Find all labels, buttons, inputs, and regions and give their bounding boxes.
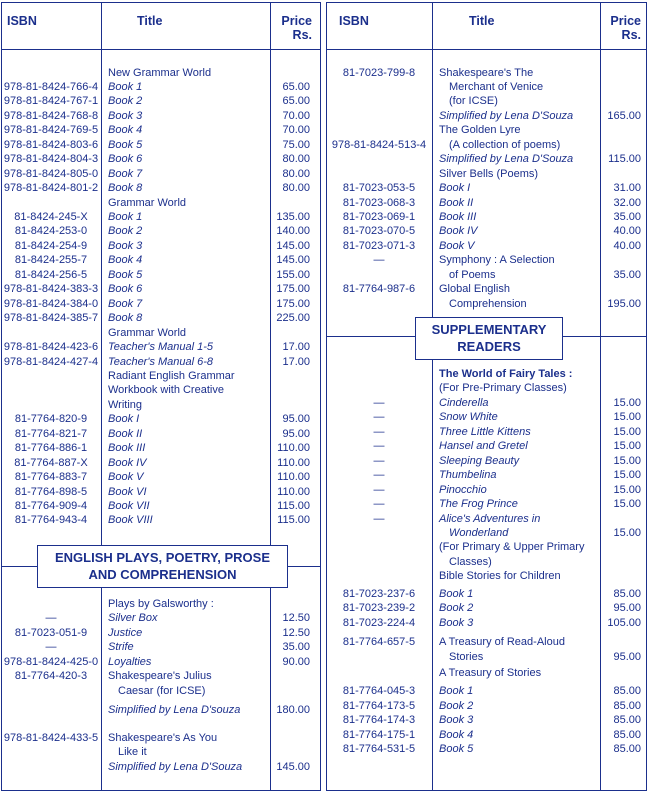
isbn-cell: 81-7764-531-5 (342, 743, 416, 756)
title-cell: Cinderella (439, 396, 489, 409)
title-cell: (For Pre-Primary Classes) (439, 382, 567, 395)
title-cell: Book 6 (108, 153, 143, 166)
price-cell: 115.00 (277, 514, 310, 527)
price-cell: 40.00 (613, 225, 641, 238)
isbn-cell: 81-7764-820-9 (14, 413, 88, 426)
title-cell: Book 6 (108, 283, 143, 296)
isbn-cell: 81-7023-068-3 (342, 196, 416, 209)
title-cell: Book I (108, 413, 140, 426)
price-cell: 225.00 (276, 312, 310, 325)
isbn-cell: 81-7764-657-5 (342, 636, 416, 649)
title-cell: New Grammar World (108, 66, 212, 79)
section-title-line1: ENGLISH PLAYS, POETRY, PROSE (54, 550, 271, 565)
price-cell: 145.00 (276, 239, 310, 252)
title-cell: Book 5 (439, 743, 474, 756)
price-cell: 85.00 (613, 714, 641, 727)
isbn-cell: 81-8424-255-7 (14, 254, 88, 267)
title-cell: Simplified by Lena D'Souza (439, 109, 574, 122)
price-cell: 110.00 (277, 471, 310, 484)
isbn-cell: — (373, 483, 385, 496)
left-header-isbn: ISBN (7, 14, 37, 28)
price-cell: 75.00 (282, 138, 310, 151)
title-cell: Shakespeare's Julius (108, 670, 212, 683)
right-header-isbn: ISBN (339, 14, 369, 28)
isbn-cell: 81-8424-245-X (14, 211, 88, 223)
price-cell: 17.00 (282, 355, 310, 368)
isbn-cell: — (373, 425, 385, 438)
isbn-cell: 81-7023-224-4 (342, 616, 416, 629)
isbn-cell: 978-81-8424-804-3 (3, 153, 99, 166)
title-cell: The Frog Prince (439, 498, 518, 511)
price-cell: 12.50 (282, 612, 310, 625)
title-cell: Strife (108, 641, 134, 654)
isbn-cell: — (373, 454, 385, 467)
title-cell: Book 2 (108, 225, 143, 238)
isbn-cell: 81-7764-909-4 (14, 500, 88, 512)
price-cell: 70.00 (282, 124, 310, 137)
title-cell: Book 2 (439, 699, 474, 712)
price-cell: 15.00 (613, 396, 641, 409)
price-cell: 110.00 (277, 485, 310, 498)
title-cell: Like it (118, 746, 147, 759)
isbn-cell: 81-7764-987-6 (342, 283, 416, 296)
isbn-cell: 978-81-8424-801-2 (3, 182, 99, 195)
right-header-rs: Rs. (621, 28, 641, 42)
price-cell: 85.00 (613, 587, 641, 600)
right-header-price: Price (610, 14, 641, 28)
title-cell: Snow White (439, 411, 498, 424)
isbn-cell: 978-81-8424-427-4 (3, 355, 99, 368)
title-cell: The Golden Lyre (439, 124, 521, 137)
title-cell: Shakespeare's As You (108, 731, 218, 744)
title-cell: Book VII (108, 500, 150, 512)
left-header-rs: Rs. (292, 28, 312, 42)
isbn-cell: 81-8424-256-5 (14, 268, 88, 281)
title-cell: Book IV (439, 225, 478, 238)
title-cell: Silver Box (108, 612, 158, 625)
price-cell: 80.00 (282, 153, 310, 166)
title-cell: Book V (108, 471, 144, 484)
section-title-line1: SUPPLEMENTARY (431, 322, 547, 337)
left-header-rule (2, 49, 320, 50)
title-cell: Book 2 (108, 95, 143, 108)
price-cell: 35.00 (613, 268, 641, 281)
price-cell: 15.00 (613, 469, 641, 482)
title-cell: Book 1 (439, 685, 474, 698)
right-header-rule (327, 49, 646, 50)
isbn-cell: 81-8424-253-0 (14, 225, 88, 238)
price-cell: 15.00 (613, 483, 641, 496)
price-cell: 32.00 (613, 196, 641, 209)
left-header-title: Title (137, 14, 163, 28)
title-cell: Stories (449, 650, 484, 663)
title-cell: Comprehension (449, 297, 527, 310)
price-cell: 12.50 (282, 626, 310, 639)
title-cell: Book 1 (108, 80, 143, 93)
title-cell: Grammar World (108, 196, 187, 209)
title-cell: Book 7 (108, 297, 143, 310)
isbn-cell: 81-7023-799-8 (342, 66, 416, 79)
price-cell: 90.00 (282, 655, 310, 668)
price-cell: 165.00 (607, 109, 641, 122)
title-cell: (for ICSE) (449, 95, 498, 108)
price-cell: 95.00 (613, 650, 641, 663)
isbn-cell: 81-7764-175-1 (342, 728, 416, 741)
isbn-cell: 81-7023-070-5 (342, 225, 416, 238)
price-cell: 35.00 (282, 641, 310, 654)
title-cell: Book 3 (108, 109, 143, 122)
title-cell: Book 4 (439, 728, 474, 741)
isbn-cell: 81-7764-883-7 (14, 471, 88, 484)
isbn-cell: — (373, 469, 385, 482)
isbn-cell: 81-7764-174-3 (342, 714, 416, 727)
isbn-cell: 81-7764-943-4 (14, 514, 88, 527)
price-cell: 135.00 (276, 211, 310, 223)
title-cell: Book III (108, 442, 146, 455)
title-cell: Teacher's Manual 6-8 (108, 355, 214, 368)
title-cell: Simplified by Lena D'Souza (108, 760, 243, 773)
title-cell: Writing (108, 398, 143, 411)
title-cell: Book I (439, 182, 471, 195)
title-cell: Book 5 (108, 138, 143, 151)
isbn-cell: — (373, 498, 385, 511)
isbn-cell: 81-8424-254-9 (14, 239, 88, 252)
title-cell: (For Primary & Upper Primary (439, 541, 585, 554)
title-cell: Thumbelina (439, 469, 497, 482)
price-cell: 85.00 (613, 685, 641, 698)
price-cell: 85.00 (613, 728, 641, 741)
isbn-cell: 81-7764-887-X (14, 456, 88, 469)
price-cell: 31.00 (613, 182, 641, 195)
title-cell: Book VIII (108, 514, 153, 527)
price-cell: 180.00 (276, 704, 310, 717)
price-cell: 35.00 (613, 211, 641, 223)
isbn-cell: 978-81-8424-513-4 (331, 138, 427, 151)
title-cell: Book II (108, 427, 143, 440)
isbn-cell: 81-7023-237-6 (342, 587, 416, 600)
isbn-cell: 81-7023-069-1 (342, 211, 416, 223)
title-cell: Book 5 (108, 268, 143, 281)
title-cell: Book VI (108, 485, 147, 498)
isbn-cell: — (373, 254, 385, 267)
price-cell: 80.00 (282, 167, 310, 180)
price-cell: 175.00 (276, 297, 310, 310)
title-cell: Book 8 (108, 312, 143, 325)
title-cell: (A collection of poems) (449, 138, 561, 151)
isbn-cell: — (45, 612, 57, 625)
title-cell: Simplified by Lena D'Souza (439, 153, 574, 166)
isbn-cell: 978-81-8424-433-5 (3, 731, 99, 744)
price-cell: 105.00 (607, 616, 641, 629)
title-cell: Wonderland (449, 526, 509, 539)
price-cell: 195.00 (607, 297, 641, 310)
title-cell: Book IV (108, 456, 147, 469)
left-header-price: Price (281, 14, 312, 28)
price-cell: 155.00 (276, 268, 310, 281)
left-divider-isbn-title (101, 3, 102, 790)
isbn-cell: 978-81-8424-805-0 (3, 167, 99, 180)
isbn-cell: 81-7764-886-1 (14, 442, 88, 455)
title-cell: Book V (439, 239, 475, 252)
isbn-cell: 978-81-8424-768-8 (3, 109, 99, 122)
title-cell: A Treasury of Read-Aloud (439, 636, 565, 649)
section-title-line2: READERS (457, 339, 521, 354)
title-cell: Pinocchio (439, 483, 487, 496)
price-cell: 85.00 (613, 699, 641, 712)
price-cell: 145.00 (276, 760, 310, 773)
price-cell: 15.00 (613, 411, 641, 424)
title-cell: Teacher's Manual 1-5 (108, 341, 214, 354)
price-cell: 15.00 (613, 425, 641, 438)
isbn-cell: 81-7764-898-5 (14, 485, 88, 498)
price-cell: 95.00 (613, 602, 641, 615)
price-cell: 110.00 (277, 442, 310, 455)
title-cell: Book 3 (108, 239, 143, 252)
title-cell: of Poems (449, 268, 496, 281)
price-cell: 65.00 (282, 80, 310, 93)
isbn-cell: 978-81-8424-767-1 (3, 95, 99, 108)
price-cell: 140.00 (276, 225, 310, 238)
title-cell: Caesar (for ICSE) (118, 684, 206, 697)
price-cell: 15.00 (613, 454, 641, 467)
price-cell: 110.00 (277, 456, 310, 469)
isbn-cell: — (373, 396, 385, 409)
isbn-cell: 81-7023-051-9 (14, 626, 88, 639)
isbn-cell: 978-81-8424-384-0 (3, 297, 99, 310)
isbn-cell: 81-7023-239-2 (342, 602, 416, 615)
price-cell: 175.00 (276, 283, 310, 296)
title-cell: A Treasury of Stories (439, 667, 542, 679)
price-cell: 40.00 (613, 239, 641, 252)
isbn-cell: — (373, 411, 385, 424)
title-cell: Book 2 (439, 602, 474, 615)
section-box-supplementary-readers (415, 317, 563, 360)
isbn-cell: — (373, 512, 385, 525)
title-cell: Classes) (449, 555, 492, 568)
title-cell: Merchant of Venice (449, 80, 544, 93)
title-cell: Grammar World (108, 326, 187, 339)
title-cell: Book 1 (439, 587, 474, 600)
title-cell: Symphony : A Selection (439, 254, 555, 267)
price-cell: 115.00 (608, 153, 641, 166)
price-cell: 15.00 (613, 526, 641, 539)
price-cell: 95.00 (282, 413, 310, 426)
title-cell: Three Little Kittens (439, 425, 531, 438)
right-header-title: Title (469, 14, 495, 28)
title-cell: Book 4 (108, 124, 143, 137)
isbn-cell: 81-7764-173-5 (342, 699, 416, 712)
title-cell: Plays by Galsworthy : (108, 598, 214, 610)
title-cell: Loyalties (108, 655, 152, 668)
right-divider-isbn-title (432, 3, 433, 790)
isbn-cell: — (373, 440, 385, 453)
section-title-line2: AND COMPREHENSION (88, 567, 237, 582)
isbn-cell: 978-81-8424-423-6 (3, 341, 99, 354)
title-cell: Book 1 (108, 211, 143, 223)
isbn-cell: 978-81-8424-383-3 (3, 283, 99, 296)
isbn-cell: 978-81-8424-425-0 (3, 655, 99, 668)
isbn-cell: 978-81-8424-385-7 (3, 312, 99, 325)
isbn-cell: 978-81-8424-769-5 (3, 124, 99, 137)
title-cell: The World of Fairy Tales : (439, 368, 573, 380)
title-cell: Radiant English Grammar (108, 369, 235, 382)
title-cell: Book III (439, 211, 477, 223)
title-cell: Hansel and Gretel (439, 440, 528, 453)
title-cell: Book 7 (108, 167, 143, 180)
price-cell: 85.00 (613, 743, 641, 756)
title-cell: Simplified by Lena D'souza (108, 704, 241, 717)
price-cell: 80.00 (282, 182, 310, 195)
isbn-cell: 978-81-8424-766-4 (3, 80, 99, 93)
title-cell: Workbook with Creative (108, 384, 224, 397)
isbn-cell: 81-7023-071-3 (342, 239, 416, 252)
title-cell: Silver Bells (Poems) (439, 167, 539, 180)
price-cell: 17.00 (282, 341, 310, 354)
price-cell: 115.00 (277, 500, 310, 512)
title-cell: Alice's Adventures in (439, 512, 541, 525)
isbn-cell: 81-7764-045-3 (342, 685, 416, 698)
title-cell: Book 8 (108, 182, 143, 195)
isbn-cell: 81-7023-053-5 (342, 182, 416, 195)
price-cell: 65.00 (282, 95, 310, 108)
title-cell: Book II (439, 196, 474, 209)
title-cell: Global English (439, 283, 510, 296)
title-cell: Sleeping Beauty (439, 454, 520, 467)
isbn-cell: 978-81-8424-803-6 (3, 138, 99, 151)
section-box-english-plays (37, 545, 288, 588)
title-cell: Book 4 (108, 254, 143, 267)
price-cell: 70.00 (282, 109, 310, 122)
title-cell: Book 3 (439, 616, 474, 629)
title-cell: Book 3 (439, 714, 474, 727)
title-cell: Bible Stories for Children (439, 570, 561, 583)
price-cell: 15.00 (613, 498, 641, 511)
price-cell: 15.00 (613, 440, 641, 453)
isbn-cell: 81-7764-821-7 (14, 427, 88, 440)
isbn-cell: 81-7764-420-3 (14, 670, 88, 683)
title-cell: Justice (108, 626, 143, 639)
title-cell: Shakespeare's The (439, 66, 534, 79)
isbn-cell: — (45, 641, 57, 654)
price-cell: 95.00 (282, 427, 310, 440)
price-cell: 145.00 (276, 254, 310, 267)
